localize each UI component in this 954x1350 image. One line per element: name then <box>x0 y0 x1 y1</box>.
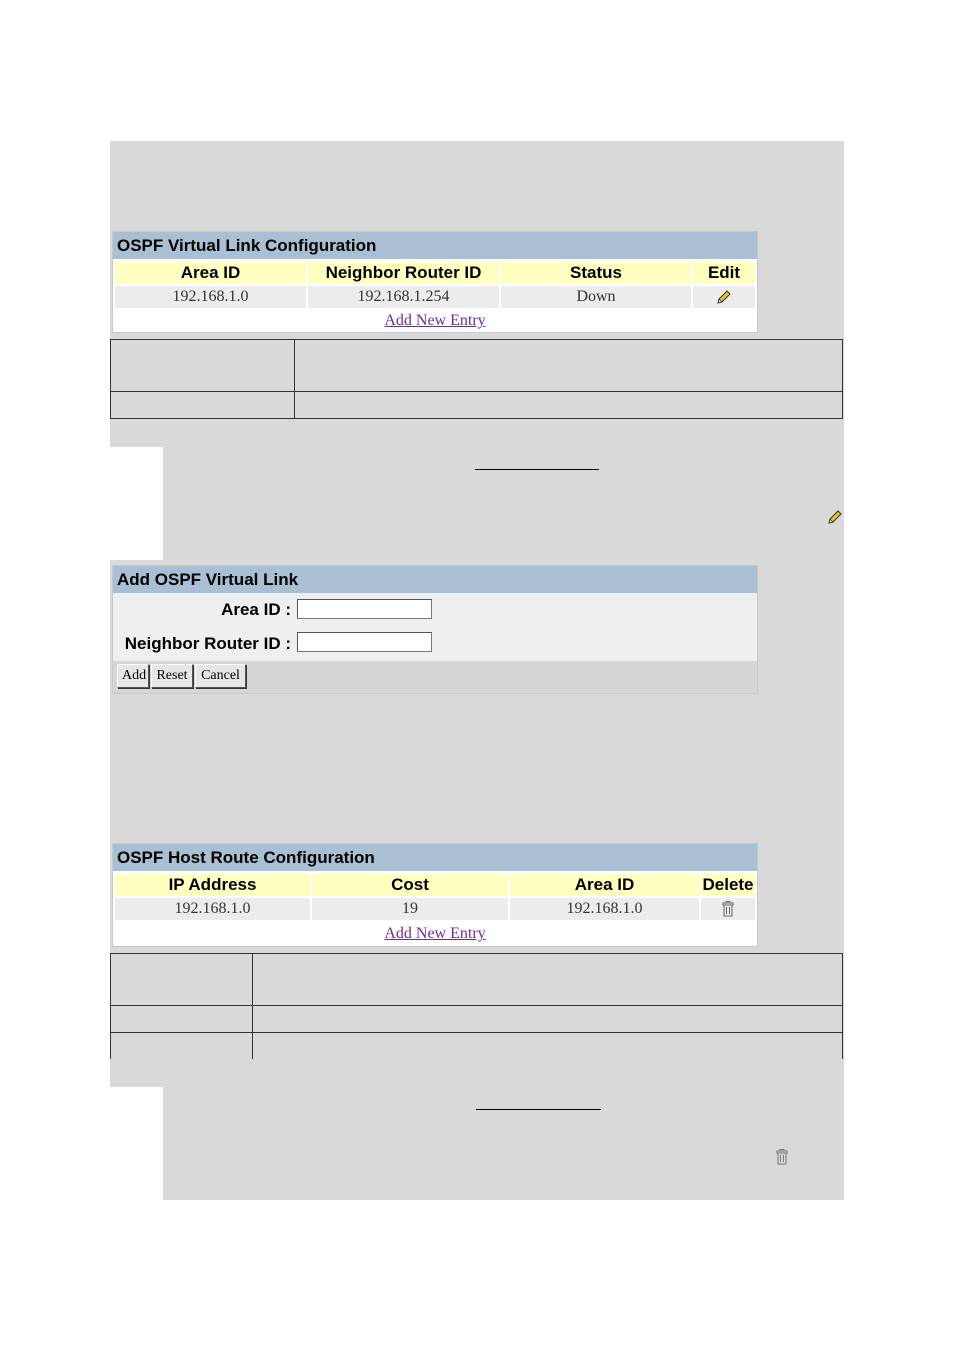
description-table-2 <box>110 953 843 1059</box>
cell-neighbor-router-id: 192.168.1.254 <box>308 286 499 308</box>
column-header-status: Status <box>501 262 691 284</box>
virtual-link-panel <box>112 231 758 333</box>
column-header-ip-address: IP Address <box>115 874 310 896</box>
area-id-label: Area ID : <box>221 600 291 619</box>
host-route-title: OSPF Host Route Configuration <box>113 844 757 871</box>
column-header-area-id: Area ID <box>510 874 699 896</box>
divider <box>111 1032 842 1033</box>
column-header-edit: Edit <box>693 262 755 284</box>
column-header-neighbor-router-id: Neighbor Router ID <box>308 262 499 284</box>
cell-delete <box>701 898 755 920</box>
add-virtual-link-title: Add OSPF Virtual Link <box>113 566 757 593</box>
divider <box>294 340 295 418</box>
column-header-cost: Cost <box>312 874 508 896</box>
text-underline <box>476 1109 601 1110</box>
column-header-delete: Delete <box>702 875 754 894</box>
add-new-entry-link[interactable]: Add New Entry <box>384 925 486 942</box>
area-id-input[interactable] <box>297 599 432 619</box>
trash-icon <box>774 1149 790 1165</box>
divider <box>111 391 842 392</box>
add-button[interactable]: Add <box>117 664 149 688</box>
trash-icon[interactable] <box>720 901 736 917</box>
reset-button[interactable]: Reset <box>151 664 193 688</box>
cell-ip-address: 192.168.1.0 <box>115 898 310 920</box>
cell-status: Down <box>501 286 691 308</box>
host-route-panel <box>112 843 758 947</box>
text-underline <box>475 469 599 470</box>
page-background-bottom <box>163 1087 844 1200</box>
add-new-entry-link[interactable]: Add New Entry <box>384 312 486 329</box>
cell-cost: 19 <box>312 898 508 920</box>
neighbor-router-id-label: Neighbor Router ID : <box>124 634 291 653</box>
cancel-button[interactable]: Cancel <box>195 664 246 688</box>
cell-area-id: 192.168.1.0 <box>510 898 699 920</box>
add-virtual-link-panel <box>112 565 758 694</box>
pencil-icon[interactable] <box>716 289 732 305</box>
virtual-link-title: OSPF Virtual Link Configuration <box>113 232 757 259</box>
column-header-area-id: Area ID <box>115 262 306 284</box>
divider <box>252 954 253 1059</box>
neighbor-router-id-input[interactable] <box>297 632 432 652</box>
cell-area-id: 192.168.1.0 <box>115 286 306 308</box>
divider <box>111 1005 842 1006</box>
pencil-icon <box>827 509 843 525</box>
add-entry-row <box>113 310 757 332</box>
button-bar <box>113 661 757 693</box>
cell-edit <box>693 286 755 308</box>
add-entry-row <box>113 923 757 945</box>
description-table-1 <box>110 339 843 419</box>
